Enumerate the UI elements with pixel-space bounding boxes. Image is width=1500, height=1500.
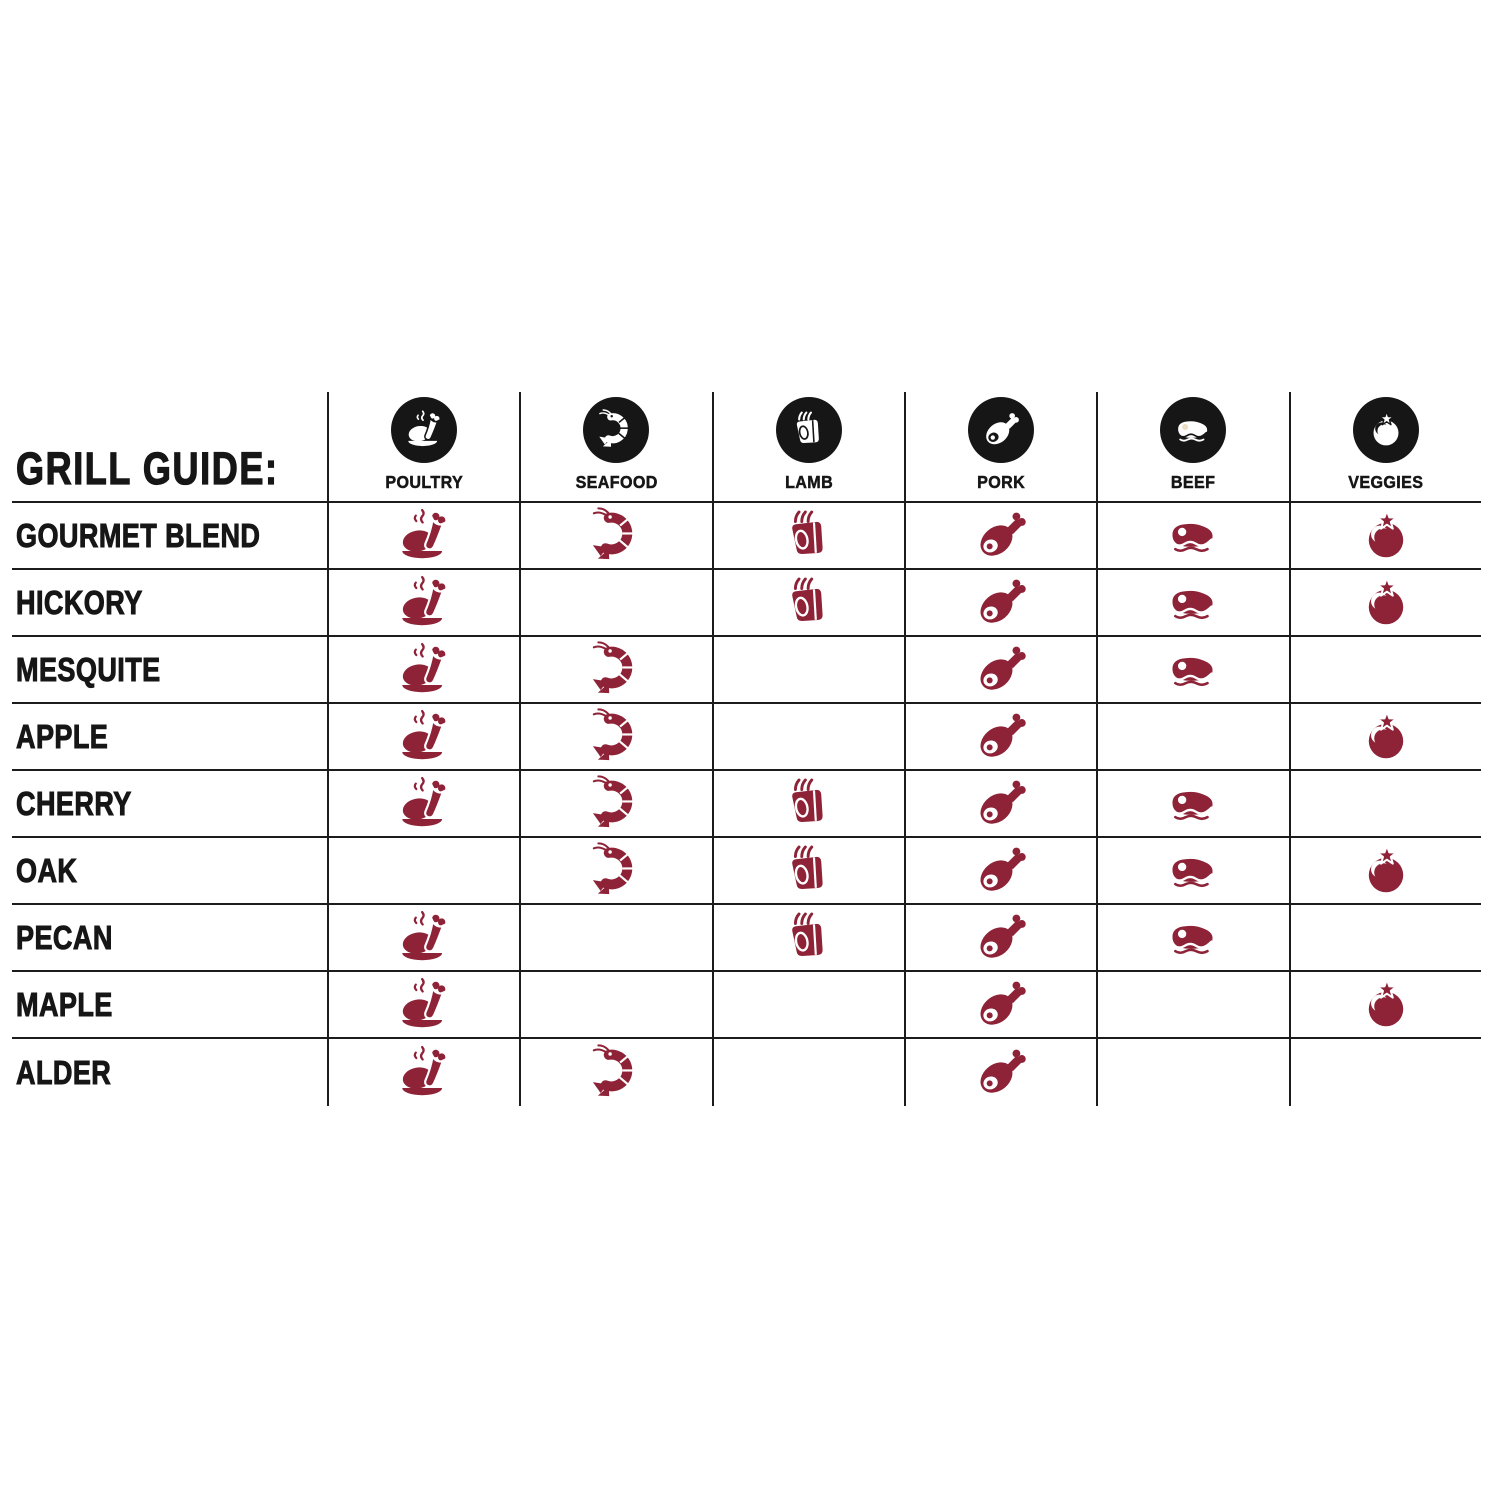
poultry-icon (403, 409, 445, 451)
cell-alder-poultry (327, 1039, 519, 1106)
cell-gourmet-blend-veggies (1289, 503, 1481, 570)
column-label: VEGGIES (1348, 472, 1424, 492)
wood-flavor-label: OAK (16, 852, 78, 889)
cell-maple-pork (904, 972, 1096, 1039)
cell-hickory-lamb (712, 570, 904, 637)
row-label-cell-hickory (12, 570, 327, 637)
cell-apple-beef (1096, 704, 1288, 771)
steak-icon (1164, 775, 1222, 833)
column-header-pork (904, 392, 1096, 503)
lamb-chop-icon (780, 909, 838, 967)
poultry-icon (395, 708, 453, 766)
ham-icon (972, 842, 1030, 900)
column-label: SEAFOOD (575, 472, 658, 492)
cell-hickory-beef (1096, 570, 1288, 637)
lamb-chop-icon (780, 775, 838, 833)
cell-oak-veggies (1289, 838, 1481, 905)
cell-apple-poultry (327, 704, 519, 771)
cell-alder-lamb (712, 1039, 904, 1106)
cell-apple-lamb (712, 704, 904, 771)
cell-oak-pork (904, 838, 1096, 905)
wood-flavor-label: MESQUITE (16, 651, 161, 688)
cell-oak-poultry (327, 838, 519, 905)
cell-hickory-poultry (327, 570, 519, 637)
cell-pecan-seafood (519, 905, 711, 972)
steak-icon (1164, 507, 1222, 565)
cell-maple-poultry (327, 972, 519, 1039)
column-label: BEEF (1171, 472, 1216, 492)
lamb-chop-icon (780, 842, 838, 900)
cell-pecan-poultry (327, 905, 519, 972)
ham-icon (972, 909, 1030, 967)
shrimp-icon (587, 507, 645, 565)
poultry-icon (395, 976, 453, 1034)
ham-icon (972, 976, 1030, 1034)
grill-guide-table (12, 392, 1481, 1106)
cell-gourmet-blend-pork (904, 503, 1096, 570)
cell-oak-lamb (712, 838, 904, 905)
row-label-cell-maple (12, 972, 327, 1039)
column-icon-circle (583, 397, 649, 463)
cell-oak-beef (1096, 838, 1288, 905)
row-label-cell-cherry (12, 771, 327, 838)
column-icon-circle (776, 397, 842, 463)
shrimp-icon (587, 775, 645, 833)
ham-icon (980, 409, 1022, 451)
cell-mesquite-veggies (1289, 637, 1481, 704)
cell-cherry-beef (1096, 771, 1288, 838)
poultry-icon (395, 909, 453, 967)
cell-alder-veggies (1289, 1039, 1481, 1106)
cell-alder-beef (1096, 1039, 1288, 1106)
row-label-cell-gourmet-blend (12, 503, 327, 570)
steak-icon (1164, 909, 1222, 967)
steak-icon (1164, 842, 1222, 900)
cell-hickory-veggies (1289, 570, 1481, 637)
page-title: GRILL GUIDE: (16, 443, 279, 494)
lamb-chop-icon (788, 409, 830, 451)
row-label-cell-oak (12, 838, 327, 905)
steak-icon (1164, 641, 1222, 699)
column-icon-circle (1160, 397, 1226, 463)
poultry-icon (395, 507, 453, 565)
cell-pecan-veggies (1289, 905, 1481, 972)
shrimp-icon (587, 641, 645, 699)
steak-icon (1164, 574, 1222, 632)
header-title-cell (12, 392, 327, 503)
cell-cherry-seafood (519, 771, 711, 838)
cell-mesquite-beef (1096, 637, 1288, 704)
ham-icon (972, 641, 1030, 699)
cell-maple-seafood (519, 972, 711, 1039)
shrimp-icon (587, 708, 645, 766)
cell-cherry-lamb (712, 771, 904, 838)
cell-apple-seafood (519, 704, 711, 771)
cell-mesquite-poultry (327, 637, 519, 704)
cell-hickory-seafood (519, 570, 711, 637)
poultry-icon (395, 574, 453, 632)
column-header-veggies (1289, 392, 1481, 503)
poultry-icon (395, 1044, 453, 1102)
wood-flavor-label: MAPLE (16, 986, 113, 1023)
row-label-cell-apple (12, 704, 327, 771)
cell-pecan-pork (904, 905, 1096, 972)
cell-apple-veggies (1289, 704, 1481, 771)
cell-pecan-beef (1096, 905, 1288, 972)
cell-mesquite-seafood (519, 637, 711, 704)
cell-mesquite-pork (904, 637, 1096, 704)
column-label: POULTRY (385, 472, 464, 492)
tomato-icon (1365, 409, 1407, 451)
cell-hickory-pork (904, 570, 1096, 637)
wood-flavor-label: PECAN (16, 919, 113, 956)
ham-icon (972, 574, 1030, 632)
column-header-seafood (519, 392, 711, 503)
column-label: LAMB (784, 472, 833, 492)
ham-icon (972, 708, 1030, 766)
cell-cherry-pork (904, 771, 1096, 838)
column-icon-circle (1353, 397, 1419, 463)
lamb-chop-icon (780, 507, 838, 565)
lamb-chop-icon (780, 574, 838, 632)
tomato-icon (1357, 574, 1415, 632)
column-header-poultry (327, 392, 519, 503)
tomato-icon (1357, 842, 1415, 900)
cell-alder-seafood (519, 1039, 711, 1106)
tomato-icon (1357, 507, 1415, 565)
cell-cherry-poultry (327, 771, 519, 838)
shrimp-icon (587, 842, 645, 900)
ham-icon (972, 507, 1030, 565)
cell-cherry-veggies (1289, 771, 1481, 838)
wood-flavor-label: HICKORY (16, 584, 143, 621)
poultry-icon (395, 775, 453, 833)
cell-maple-lamb (712, 972, 904, 1039)
cell-mesquite-lamb (712, 637, 904, 704)
column-label: PORK (977, 472, 1026, 492)
column-icon-circle (968, 397, 1034, 463)
row-label-cell-alder (12, 1039, 327, 1106)
row-label-cell-mesquite (12, 637, 327, 704)
cell-alder-pork (904, 1039, 1096, 1106)
row-label-cell-pecan (12, 905, 327, 972)
wood-flavor-label: APPLE (16, 718, 109, 755)
wood-flavor-label: ALDER (16, 1054, 112, 1091)
wood-flavor-label: GOURMET BLEND (16, 517, 261, 554)
shrimp-icon (595, 409, 637, 451)
wood-flavor-label: CHERRY (16, 785, 132, 822)
column-header-lamb (712, 392, 904, 503)
column-icon-circle (391, 397, 457, 463)
tomato-icon (1357, 708, 1415, 766)
cell-gourmet-blend-lamb (712, 503, 904, 570)
cell-oak-seafood (519, 838, 711, 905)
poultry-icon (395, 641, 453, 699)
ham-icon (972, 1044, 1030, 1102)
ham-icon (972, 775, 1030, 833)
cell-maple-veggies (1289, 972, 1481, 1039)
cell-pecan-lamb (712, 905, 904, 972)
cell-gourmet-blend-poultry (327, 503, 519, 570)
cell-gourmet-blend-beef (1096, 503, 1288, 570)
cell-gourmet-blend-seafood (519, 503, 711, 570)
shrimp-icon (587, 1044, 645, 1102)
cell-apple-pork (904, 704, 1096, 771)
cell-maple-beef (1096, 972, 1288, 1039)
tomato-icon (1357, 976, 1415, 1034)
column-header-beef (1096, 392, 1288, 503)
steak-icon (1172, 409, 1214, 451)
